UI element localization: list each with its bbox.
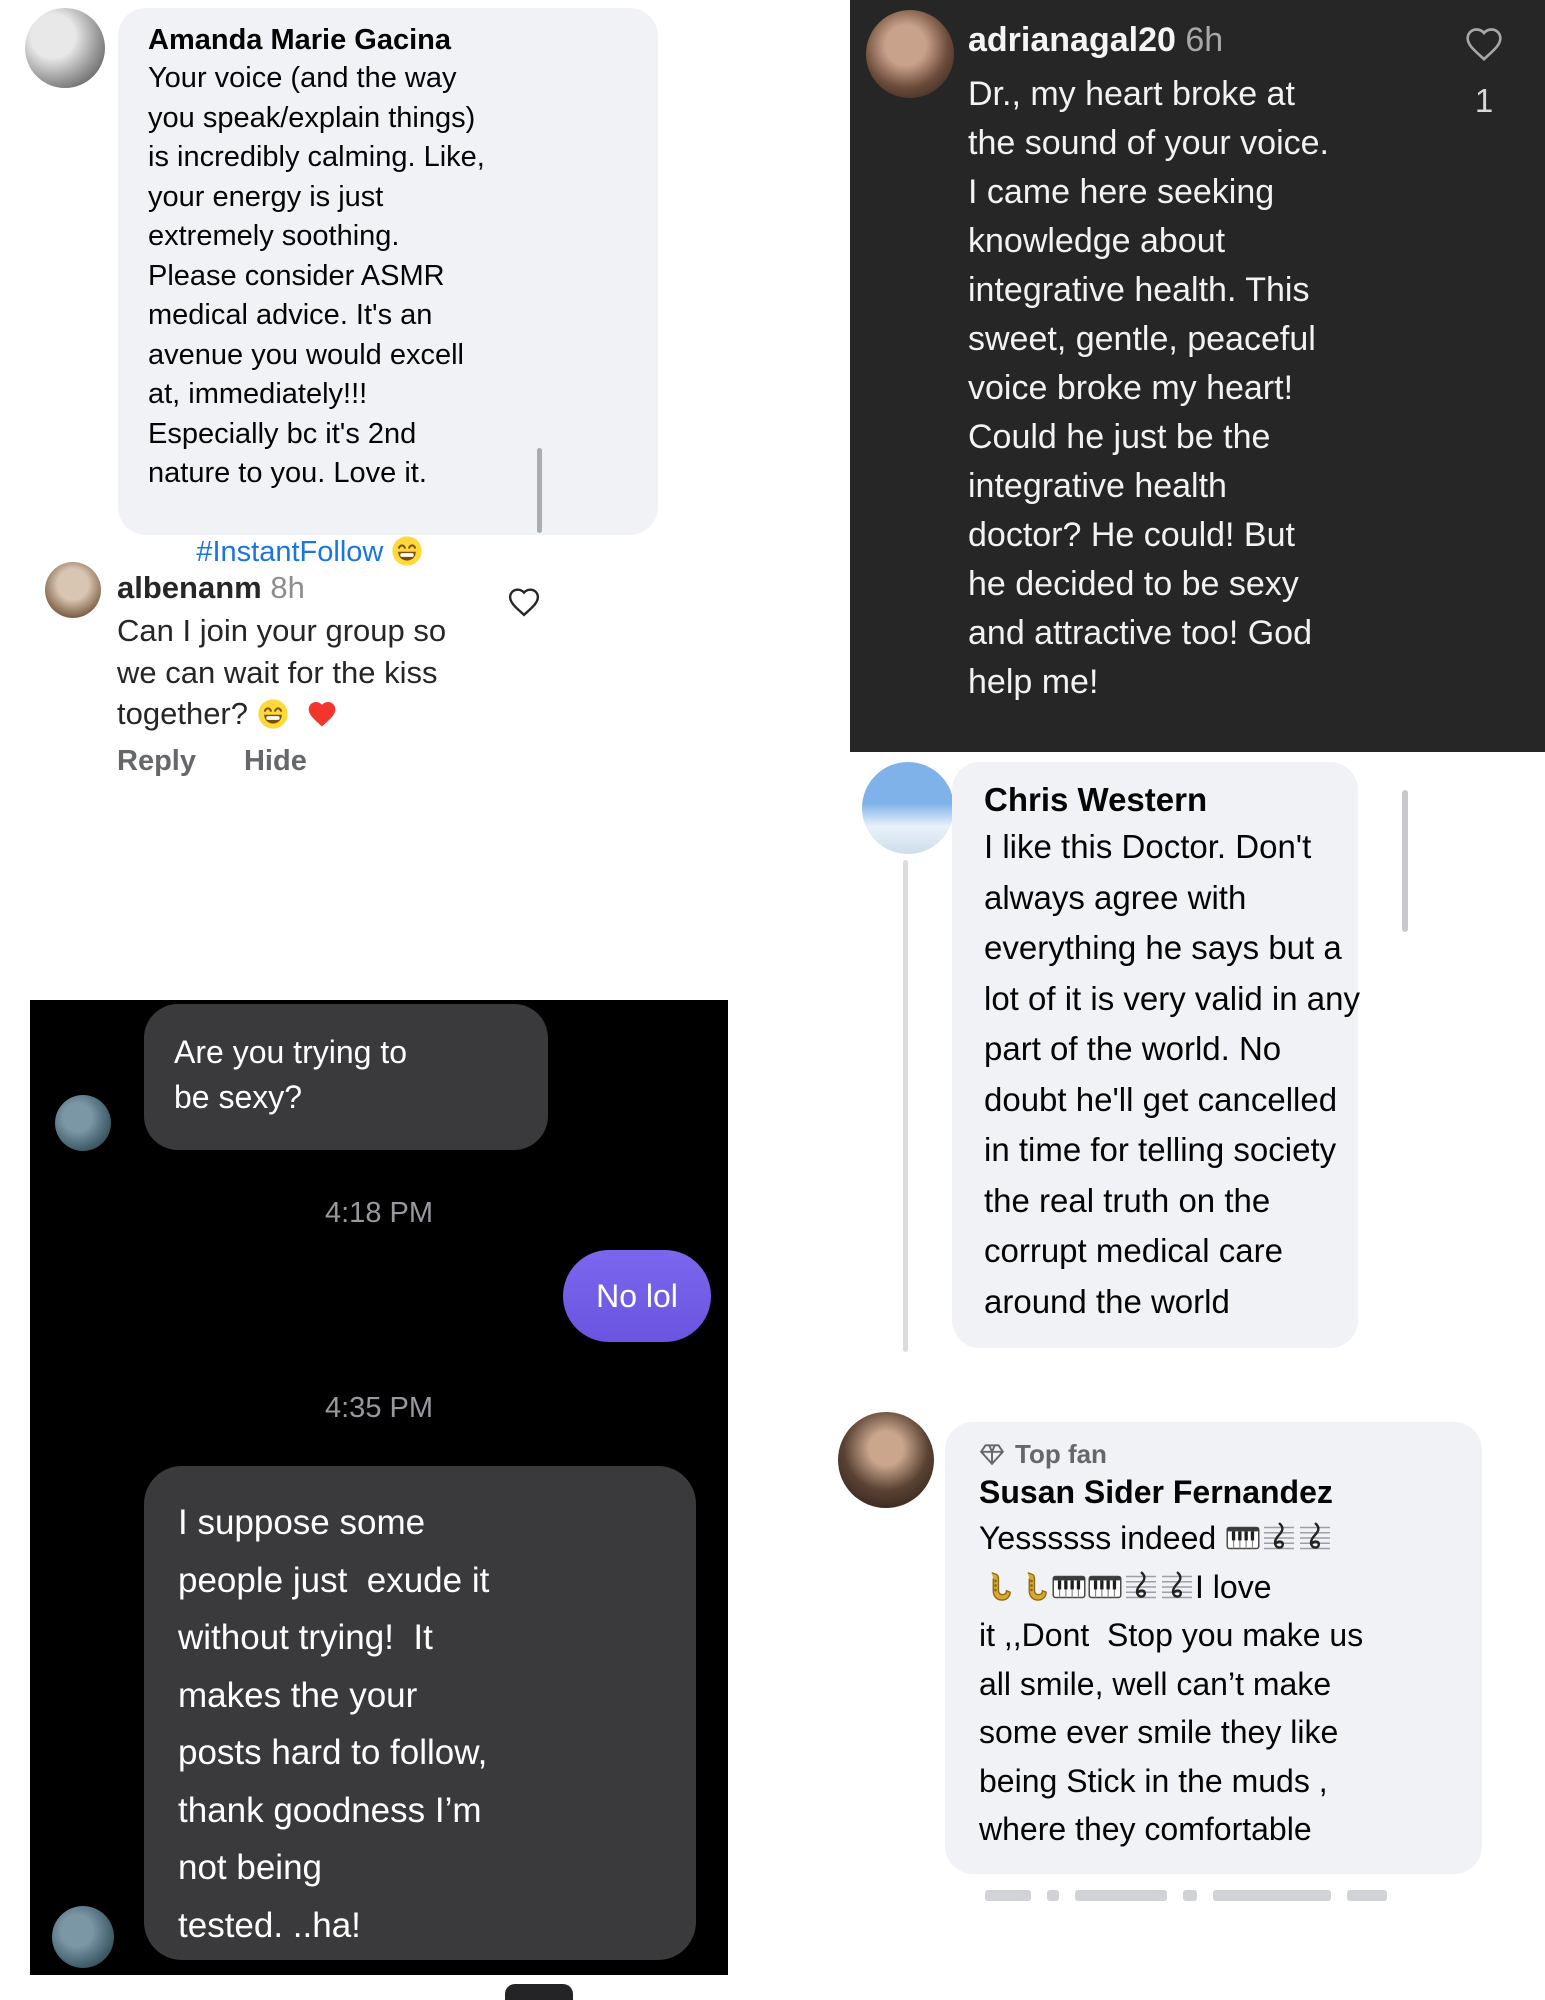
- text-line: the sound of your voice.: [968, 124, 1330, 162]
- text-line: at, immediately!!!: [148, 378, 368, 410]
- text-line: integrative health. This: [968, 271, 1310, 309]
- dm-chat-screenshot: [30, 1000, 728, 1975]
- avatar-albenanm[interactable]: [45, 562, 101, 618]
- musical-score-emoji-icon: [1123, 1569, 1159, 1605]
- comment-header-adrianagal20: [968, 18, 1223, 62]
- text-line: Dr., my heart broke at: [968, 75, 1295, 113]
- comment-line-emojis: Yessssss indeed: [979, 1514, 1460, 1563]
- instagram-dark-comment-panel: [850, 0, 1545, 752]
- message-timestamp: 4:18 PM: [325, 1197, 433, 1229]
- avatar-chris[interactable]: [862, 762, 954, 854]
- incoming-message-text: [178, 1494, 662, 1954]
- text-line: always agree with: [984, 878, 1247, 916]
- grin-emoji-icon: [391, 535, 423, 567]
- outgoing-message-text: No lol: [596, 1277, 678, 1314]
- text-line: knowledge about: [968, 222, 1226, 260]
- avatar-amanda[interactable]: [25, 8, 105, 88]
- scrollbar-right[interactable]: [1402, 790, 1408, 932]
- comment-text: [979, 1611, 1460, 1854]
- outgoing-message-bubble: [563, 1250, 711, 1342]
- incoming-message-bubble: [144, 1004, 548, 1150]
- like-count: 1: [1474, 82, 1494, 119]
- comment-text: [984, 822, 1360, 1327]
- commenter-name: Chris Western: [984, 781, 1208, 818]
- comment-timestamp: 6h: [1185, 21, 1224, 59]
- comment-thread-line: [903, 860, 908, 1352]
- text-line: medical advice. It's an: [148, 299, 433, 331]
- text-line: all smile, well can’t make: [979, 1665, 1332, 1702]
- hide-button[interactable]: Hide: [243, 745, 307, 777]
- reply-button[interactable]: Reply: [117, 745, 196, 777]
- text-line: not being: [178, 1848, 323, 1887]
- text-line: I came here seeking: [968, 173, 1275, 211]
- piano-emoji-icon: [1225, 1520, 1261, 1556]
- comment-timestamp: 8h: [270, 570, 305, 605]
- text-line: Can I join your group so: [117, 613, 447, 648]
- comment-text-adrianagal20: [968, 70, 1329, 707]
- comment-bubble-susan: [945, 1422, 1482, 1874]
- text-line: it ,,Dont Stop you make us: [979, 1617, 1364, 1653]
- musical-score-emoji-icon: [1297, 1520, 1333, 1556]
- chat-sender-avatar: [55, 1095, 111, 1151]
- text-line: around the world: [984, 1282, 1230, 1320]
- text-line: help me!: [968, 663, 1099, 701]
- text-line: without trying! It: [178, 1618, 433, 1657]
- text-line: Your voice (and the way: [148, 62, 457, 94]
- text-line: some ever smile they like: [979, 1714, 1339, 1750]
- grin-emoji-icon: [257, 698, 289, 730]
- text-line: sweet, gentle, peaceful: [968, 320, 1316, 358]
- like-heart-icon[interactable]: [506, 585, 542, 619]
- diamond-badge-icon: [979, 1441, 1005, 1467]
- comment-text: [148, 59, 634, 494]
- text-line: doubt he'll get cancelled: [984, 1080, 1338, 1118]
- text-line: the real truth on the: [984, 1181, 1271, 1219]
- text-line: posts hard to follow,: [178, 1733, 488, 1772]
- top-fan-badge: [979, 1438, 1460, 1470]
- text-line: voice broke my heart!: [968, 369, 1294, 407]
- text-line: where they comfortable: [979, 1811, 1312, 1847]
- cutoff-text-fragments: [985, 1888, 1387, 1902]
- text-line: I like this Doctor. Don't: [984, 828, 1312, 865]
- comment-bubble-amanda: [118, 8, 658, 568]
- top-fan-label: Top fan: [1015, 1439, 1107, 1469]
- text-line: in time for telling society: [984, 1131, 1337, 1168]
- incoming-message-text: [174, 1030, 518, 1120]
- saxophone-emoji-icon: [979, 1569, 1015, 1605]
- comment-line-emojis: I love: [979, 1563, 1460, 1612]
- incoming-message-bubble: [144, 1466, 696, 1960]
- text-line: Are you trying to: [174, 1034, 407, 1070]
- text-line: is incredibly calming. Like,: [148, 141, 485, 173]
- musical-score-emoji-icon: [1159, 1569, 1195, 1605]
- commenter-username[interactable]: adrianagal20: [968, 21, 1176, 59]
- text-line: and attractive too! God: [968, 614, 1312, 652]
- comment-bubble-chris: [952, 762, 1358, 1348]
- text-line: everything he says but a: [984, 929, 1342, 966]
- message-timestamp: 4:35 PM: [325, 1392, 433, 1424]
- text-line: your energy is just: [148, 180, 384, 213]
- hashtag-link[interactable]: #InstantFollow: [196, 536, 384, 568]
- text-line: tested. ..ha!: [178, 1905, 361, 1945]
- musical-score-emoji-icon: [1261, 1520, 1297, 1556]
- text-line: makes the your: [178, 1675, 418, 1715]
- text-line: extremely soothing.: [148, 220, 400, 252]
- text-line: Could he just be the: [968, 418, 1271, 456]
- text-line: part of the world. No: [984, 1030, 1282, 1067]
- text-line: corrupt medical care: [984, 1232, 1283, 1269]
- avatar-adrianagal20[interactable]: [866, 10, 954, 98]
- text-line: we can wait for the kiss: [117, 654, 438, 690]
- text-line: be sexy?: [174, 1079, 303, 1115]
- scrollbar-left[interactable]: [537, 448, 542, 533]
- commenter-name: Amanda Marie Gacina: [148, 24, 451, 56]
- text-line: lot of it is very valid in any: [984, 979, 1360, 1017]
- comment-text-albenanm: Can I join your group so we can wait for the kiss together?: [117, 610, 446, 735]
- commenter-username[interactable]: albenanm: [117, 570, 262, 605]
- text-line: avenue you would excell: [148, 338, 464, 371]
- commenter-name: Susan Sider Fernandez: [979, 1474, 1333, 1510]
- piano-emoji-icon: [1087, 1569, 1123, 1605]
- chat-sender-avatar: [52, 1906, 114, 1968]
- avatar-susan[interactable]: [838, 1412, 934, 1508]
- piano-emoji-icon: [1051, 1569, 1087, 1605]
- saxophone-emoji-icon: [1015, 1569, 1051, 1605]
- comment-actions: [117, 745, 355, 778]
- text-line: people just exude it: [178, 1560, 490, 1600]
- text-line: nature to you. Love it.: [148, 457, 427, 489]
- text-line: doctor? He could! But: [968, 516, 1295, 554]
- text-line: you speak/explain things): [148, 101, 476, 134]
- text-line: Especially bc it's 2nd: [148, 417, 417, 450]
- red-heart-emoji-icon: [306, 698, 338, 730]
- like-heart-icon[interactable]: [1462, 24, 1506, 64]
- text-line: Please consider ASMR: [148, 259, 445, 292]
- text-line: thank goodness I’m: [178, 1790, 482, 1830]
- text-line: integrative health: [968, 467, 1227, 505]
- text-line: I suppose some: [178, 1503, 426, 1542]
- comment-header-albenanm: [117, 568, 305, 608]
- text-line: being Stick in the muds ,: [979, 1762, 1328, 1799]
- partial-bubble-cutoff: [505, 1984, 573, 2000]
- text-line: he decided to be sexy: [968, 565, 1299, 603]
